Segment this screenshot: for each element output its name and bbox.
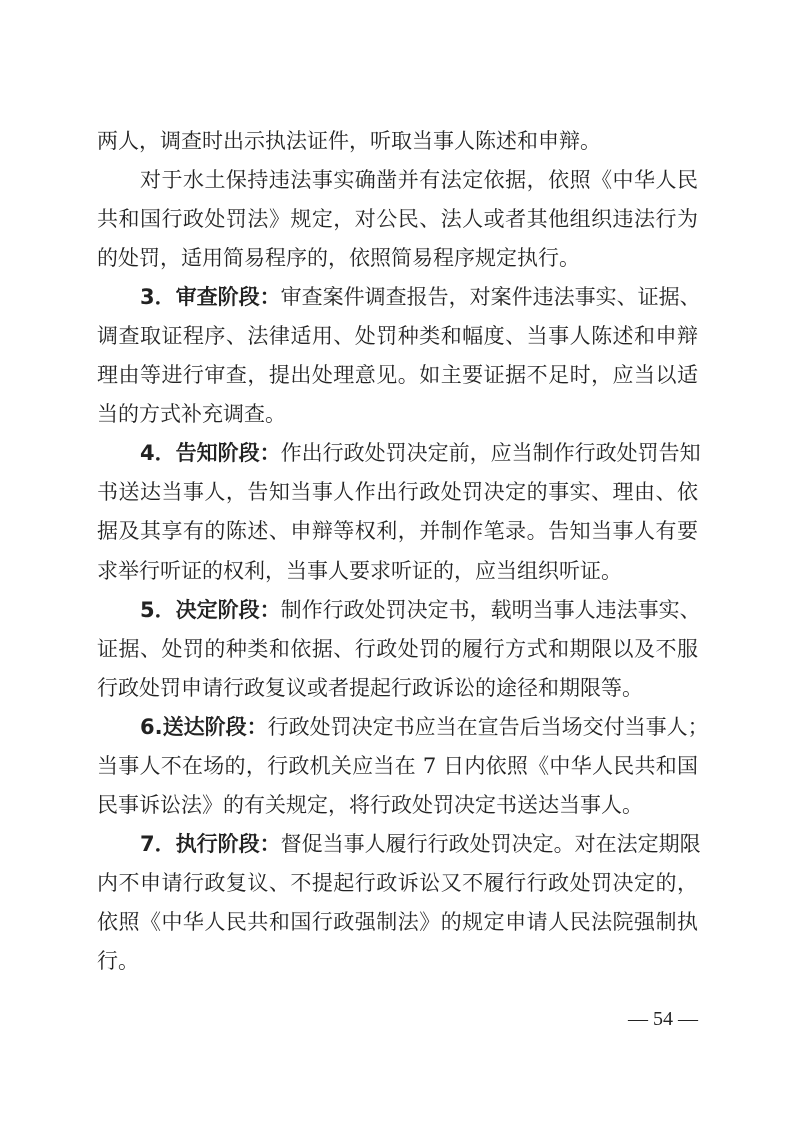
line-text: 当事人不在场的，行政机关应当在 7 日内依照《中华人民共和国: [97, 753, 698, 778]
text-line: [97, 864, 698, 903]
text-line: [97, 434, 701, 473]
line-text: 当的方式补充调查。: [97, 402, 286, 427]
line-text: 对于水土保持违法事实确凿并有法定依据，依照《中华人民: [140, 168, 698, 193]
line-text: 内不申请行政复议、不提起行政诉讼又不履行行政处罚决定的，: [97, 870, 698, 895]
section-heading: 4．告知阶段：: [140, 441, 281, 466]
text-line: [97, 395, 698, 434]
text-line: [97, 122, 698, 161]
line-text: 理由等进行审查，提出处理意见。如主要证据不足时，应当以适: [97, 363, 698, 388]
text-line: [97, 630, 698, 669]
text-line: [97, 669, 698, 708]
line-text: 书送达当事人，告知当事人作出行政处罚决定的事实、理由、依: [97, 480, 698, 505]
line-text: 据及其享有的陈述、申辩等权利，并制作笔录。告知当事人有要: [97, 519, 698, 544]
section-heading: 3．审查阶段：: [140, 285, 281, 310]
text-line: [97, 239, 698, 278]
line-text: 证据、处罚的种类和依据、行政处罚的履行方式和期限以及不服: [97, 636, 698, 661]
line-text: 依照《中华人民共和国行政强制法》的规定申请人民法院强制执: [97, 909, 698, 934]
document-body: [97, 122, 709, 981]
line-text: 求举行听证的权利，当事人要求听证的，应当组织听证。: [97, 558, 622, 583]
line-text: 审查案件调查报告，对案件违法事实、证据、: [280, 285, 701, 310]
text-line: [97, 473, 698, 512]
line-text: 共和国行政处罚法》规定，对公民、法人或者其他组织违法行为: [97, 207, 698, 232]
line-text: 督促当事人履行行政处罚决定。对在法定期限: [280, 831, 701, 856]
text-line: [97, 942, 698, 981]
line-text: 的处罚，适用简易程序的，依照简易程序规定执行。: [97, 246, 580, 271]
page-number: — 54 —: [628, 1008, 698, 1030]
text-line: [97, 708, 709, 747]
text-line: [97, 278, 701, 317]
text-line: [97, 786, 698, 825]
text-line: [97, 552, 698, 591]
line-text: 调查取证程序、法律适用、处罚种类和幅度、当事人陈述和申辩: [97, 324, 698, 349]
text-line: [97, 512, 698, 551]
text-line: [97, 317, 698, 356]
text-line: [97, 200, 698, 239]
text-line: [97, 747, 698, 786]
line-text: 两人，调查时出示执法证件，听取当事人陈述和申辩。: [97, 129, 601, 153]
section-heading: 5．决定阶段：: [140, 597, 281, 622]
line-text: 行政处罚申请行政复议或者提起行政诉讼的途径和期限等。: [97, 675, 643, 700]
text-line: [97, 903, 698, 942]
line-text: 民事诉讼法》的有关规定，将行政处罚决定书送达当事人。: [97, 792, 643, 817]
line-text: 作出行政处罚决定前，应当制作行政处罚告知: [280, 441, 701, 466]
text-line: [97, 825, 701, 864]
text-line: [97, 161, 698, 200]
line-text: 行政处罚决定书应当在宣告后当场交付当事人；: [267, 714, 709, 739]
line-text: 制作行政处罚决定书，载明当事人违法事实、: [280, 597, 701, 622]
line-text: 行。: [97, 948, 139, 973]
text-line: [97, 356, 698, 395]
text-line: [97, 591, 701, 630]
section-heading: 7．执行阶段：: [140, 831, 281, 856]
section-heading: 6.送达阶段：: [140, 714, 268, 739]
